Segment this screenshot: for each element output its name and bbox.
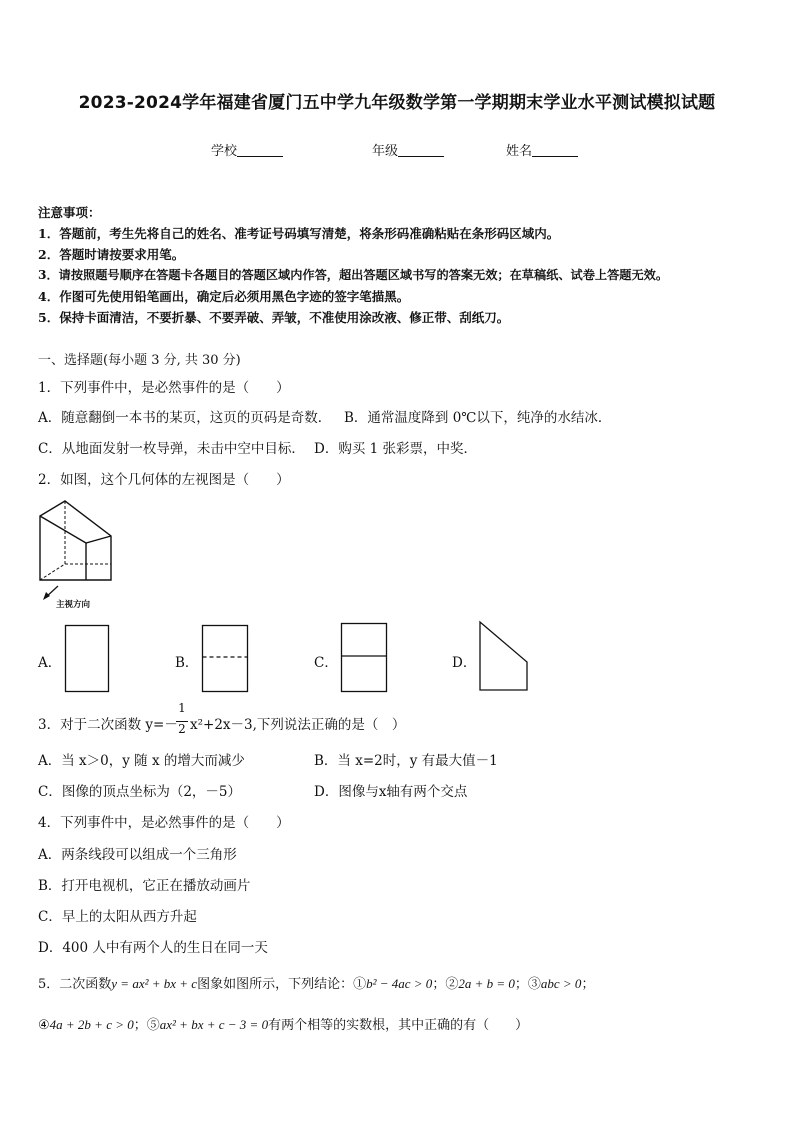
q2-option-c-figure xyxy=(340,622,388,694)
q1-option-d: D．购买 1 张彩票，中奖． xyxy=(314,441,477,457)
exam-title: 2023-2024学年福建省厦门五中学九年级数学第一学期期末学业水平测试模拟试题 xyxy=(78,93,716,113)
q2-option-c-label: C． xyxy=(314,655,338,671)
q5-mid: 图象如图所示，下列结论：① xyxy=(197,977,367,992)
q5-conclusion-4: 4a + 2b + c > 0 xyxy=(49,1017,134,1032)
school-blank xyxy=(237,143,283,157)
q5-end-1: ； xyxy=(581,977,595,992)
q3-fraction-numerator: 1 xyxy=(178,701,186,715)
q5-conclusion-1: b² − 4ac > 0 xyxy=(366,976,433,991)
q3-option-a: A．当 x＞0，y 随 x 的增大而减少 xyxy=(38,753,245,769)
section-heading: 一、选择题(每小题 3 分, 共 30 分) xyxy=(38,353,241,368)
name-blank xyxy=(532,143,578,157)
q2-option-b-label: B． xyxy=(175,655,199,671)
grade-field xyxy=(372,140,444,159)
q2-option-a-label: A． xyxy=(38,655,62,671)
q5-c4-marker: ④ xyxy=(38,1018,50,1033)
q4-option-a: A．两条线段可以组成一个三角形 xyxy=(38,847,237,863)
q4-stem: 4．下列事件中，是必然事件的是（ ） xyxy=(38,815,290,831)
q3-option-d: D．图像与x轴有两个交点 xyxy=(314,784,468,800)
note-2: 2．答题时请按要求用笔。 xyxy=(38,247,185,262)
grade-label: 年级 xyxy=(372,144,399,159)
q5-sep-5: ；⑤ xyxy=(133,1018,160,1033)
q2-option-d-label: D． xyxy=(452,655,477,671)
note-3: 3．请按照题号顺序在答题卡各题目的答题区域内作答，超出答题区域书写的答案无效；在草稿纸、试卷上答题无效。 xyxy=(38,268,669,282)
grade-blank xyxy=(398,143,444,157)
name-field xyxy=(506,140,578,159)
q1-option-b: B．通常温度降到 0℃以下，纯净的水结冰． xyxy=(344,410,612,426)
q5-conclusion-3: abc > 0 xyxy=(540,976,582,991)
q2-option-b-figure xyxy=(201,624,249,694)
q2-option-a-figure xyxy=(64,624,110,694)
q1-stem: 1．下列事件中，是必然事件的是（ ） xyxy=(38,380,290,396)
q1-option-c: C．从地面发射一枚导弹，未击中空中目标． xyxy=(38,441,305,457)
school-label: 学校 xyxy=(211,144,238,159)
q3-option-b: B．当 x=2时，y 有最大值－1 xyxy=(314,753,498,769)
q5-stem-line1 xyxy=(38,973,594,992)
note-4: 4．作图可先使用铅笔画出，确定后必须用黑色字迹的签字笔描黑。 xyxy=(38,289,410,304)
q3-stem-pre: 3．对于二次函数 y=－ xyxy=(38,717,178,733)
q3-stem-post: x²+2x－3,下列说法正确的是（ ） xyxy=(190,717,406,733)
q5-post: 有两个相等的实数根，其中正确的有（ ） xyxy=(268,1018,529,1033)
q5-conclusion-5: ax² + bx + c − 3 = 0 xyxy=(159,1017,269,1032)
q2-stem: 2．如图，这个几何体的左视图是（ ） xyxy=(38,472,290,488)
q3-option-c: C．图像的顶点坐标为（2，－5） xyxy=(38,784,242,800)
q5-sep-2: ；② xyxy=(432,977,459,992)
q5-function: y = ax² + bx + c xyxy=(111,976,198,991)
q5-sep-3: ；③ xyxy=(514,977,541,992)
notes-heading: 注意事项： xyxy=(38,205,101,220)
solid-figure xyxy=(34,496,134,614)
view-direction-label: 主视方向 xyxy=(56,600,91,610)
q2-option-d-figure xyxy=(478,620,530,694)
q4-option-c: C．早上的太阳从西方升起 xyxy=(38,909,197,925)
q3-fraction-denominator: 2 xyxy=(178,722,186,736)
name-label: 姓名 xyxy=(506,144,533,159)
note-5: 5．保持卡面清洁，不要折暴、不要弄破、弄皱，不准使用涂改液、修正带、刮纸刀。 xyxy=(38,310,510,325)
q4-option-b: B．打开电视机，它正在播放动画片 xyxy=(38,878,251,894)
school-field xyxy=(211,140,283,159)
q5-stem-line2 xyxy=(38,1014,528,1033)
q4-option-d: D．400 人中有两个人的生日在同一天 xyxy=(38,940,268,956)
q5-conclusion-2: 2a + b = 0 xyxy=(458,976,515,991)
q5-pre: 5．二次函数 xyxy=(38,977,112,992)
q1-option-a: A．随意翻倒一本书的某页，这页的页码是奇数． xyxy=(38,410,332,426)
note-1: 1．答题前，考生先将自己的姓名、准考证号码填写清楚，将条形码准确粘贴在条形码区域内。 xyxy=(38,226,560,241)
